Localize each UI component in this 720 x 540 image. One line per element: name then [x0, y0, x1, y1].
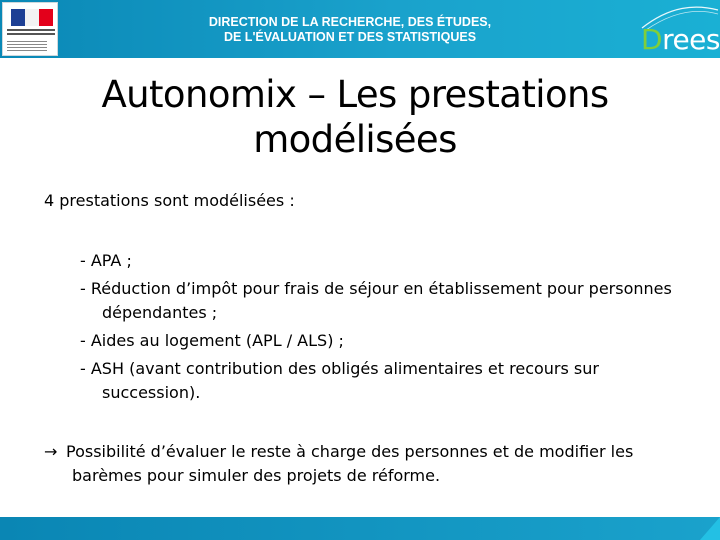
- republique-francaise-logo: [2, 2, 58, 56]
- footer-corner: [700, 517, 720, 540]
- conclusion-text: [44, 440, 674, 488]
- prestations-list: [80, 249, 690, 409]
- arrow-right-icon: →: [44, 442, 58, 461]
- header-title: [180, 15, 520, 45]
- slide-title: Autonomix – Les prestations modélisées: [101, 73, 609, 161]
- list-item: - APA ;: [80, 251, 132, 270]
- conclusion-body: Possibilité d’évaluer le reste à charge des personnes et de modifier les barèmes pour simuler des projets de réforme.: [66, 442, 634, 485]
- header-title-line2: DE L'ÉVALUATION ET DES STATISTIQUES: [223, 30, 477, 44]
- list-item: - ASH (avant contribution des obligés alimentaires et recours sur succession).: [80, 359, 599, 402]
- list-item: - Aides au logement (APL / ALS) ;: [80, 331, 344, 350]
- drees-logo-text: Drees: [641, 23, 720, 56]
- footer-bar: [0, 517, 720, 540]
- list-item: - Réduction d’impôt pour frais de séjour en établissement pour personnes dépendantes ;: [80, 279, 672, 322]
- header-title-line1: DIRECTION DE LA RECHERCHE, DES ÉTUDES,: [208, 15, 492, 29]
- intro-text: 4 prestations sont modélisées :: [44, 191, 295, 210]
- french-flag-icon: [11, 9, 53, 26]
- drees-logo: [641, 24, 720, 56]
